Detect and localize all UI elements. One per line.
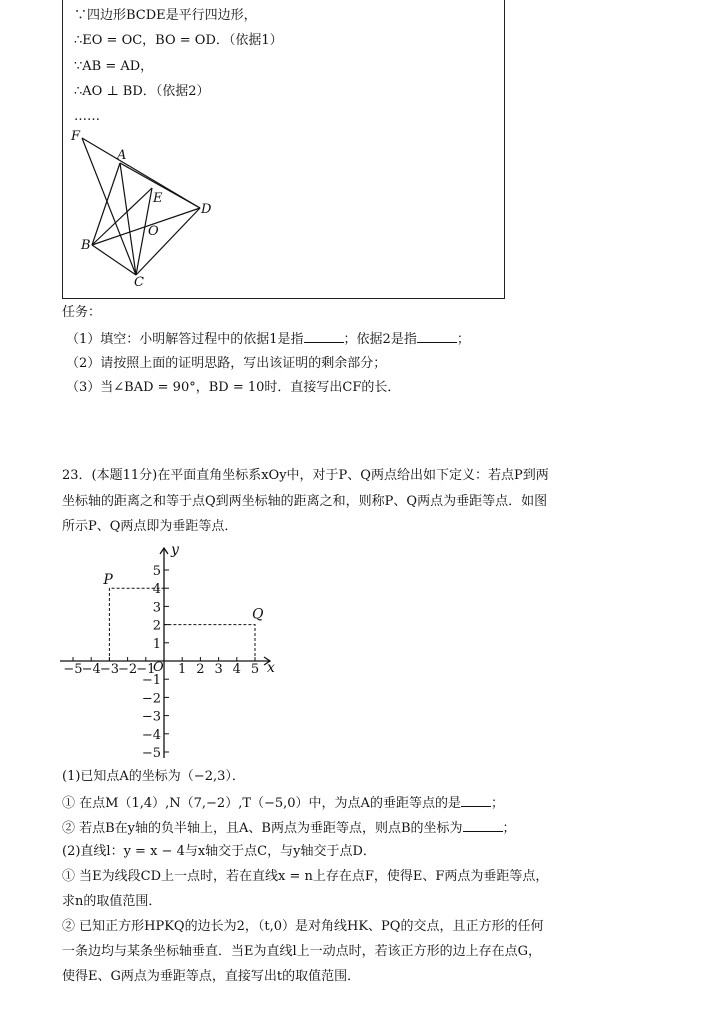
- x-tick-label: 4: [232, 662, 241, 677]
- x-tick-label: −3: [99, 662, 119, 677]
- y-tick-label: −3: [141, 709, 161, 725]
- part-1-intro: (1)已知点A的坐标为（−2,3）．: [62, 769, 245, 784]
- x-tick-label: 5: [250, 662, 260, 677]
- q1-blank-2[interactable]: [417, 331, 457, 343]
- proof-line-1: ∵四边形BCDE是平行四边形，: [74, 8, 257, 23]
- part-1-q1: [62, 795, 504, 810]
- task-heading: 任务：: [62, 305, 102, 320]
- part-1-q2-end: ；: [502, 821, 516, 836]
- part-1-q1-end: ；: [490, 796, 504, 811]
- y-tick-label: 2: [152, 618, 161, 634]
- x-tick-label: 1: [178, 662, 187, 677]
- label-A: A: [117, 148, 127, 163]
- y-tick-label: −2: [141, 691, 161, 707]
- part-1-q1-text: ① 在点M（1,4）,N（7,−2）,T（−5,0）中，为点A的垂距等点的是: [62, 796, 461, 811]
- x-tick-label: −1: [136, 662, 156, 677]
- seg-B-D: [92, 208, 200, 245]
- part-2-q1-line-2: 求n的取值范围．: [62, 894, 162, 909]
- x-tick-label: −2: [118, 662, 138, 677]
- y-tick-label: −5: [141, 746, 161, 761]
- part-2-q1-line-1: ① 当E为线段CD上一点时，若在直线x = n上存在点F，使得E、F两点为垂距等点，: [62, 869, 549, 884]
- q1-text-a: （1）填空：小明解答过程中的依据1是指: [66, 332, 304, 347]
- proof-line-2: ∴EO = OC，BO = OD．（依据1）: [74, 33, 283, 48]
- y-tick-label: −4: [141, 727, 161, 743]
- origin-label: O: [153, 660, 164, 675]
- y-tick-label: 5: [152, 564, 161, 579]
- label-E: E: [153, 191, 163, 206]
- point-P-label: P: [103, 572, 113, 589]
- part-2-q2-line-2: 一条边均与某条坐标轴垂直．当E为直线l上一动点时，若该正方形的边上存在点G，: [62, 944, 542, 959]
- x-axis-label: x: [267, 660, 275, 676]
- problem-23-line-1: 23．(本题11分)在平面直角坐标系xOy中，对于P、Q两点给出如下定义：若点P到两: [62, 468, 549, 483]
- y-tick-label: 4: [152, 582, 161, 598]
- label-F: F: [71, 129, 81, 144]
- part-2-q2-line-1: ② 已知正方形HPKQ的边长为2，（t,0）是对角线HK、PQ的交点，且正方形的任何: [62, 919, 544, 934]
- x-tick-label: 3: [214, 662, 223, 677]
- coordinate-graph: [55, 540, 285, 765]
- part-2-intro: (2)直线l：y = x − 4与x轴交于点C，与y轴交于点D．: [62, 844, 376, 859]
- label-B: B: [81, 238, 91, 253]
- label-C: C: [134, 275, 144, 290]
- problem-23-line-3: 所示P、Q两点即为垂距等点．: [62, 519, 238, 534]
- seg-B-C: [92, 245, 136, 275]
- part-1-q2: [62, 820, 516, 835]
- part-1-q2-text: ② 若点B在y轴的负半轴上，且A、B两点为垂距等点，则点B的坐标为: [62, 821, 463, 836]
- proof-line-3: ∵AB = AD，: [74, 59, 154, 74]
- seg-C-D: [136, 208, 200, 275]
- geometry-figure: [62, 125, 222, 290]
- part-1-q2-blank[interactable]: [463, 820, 503, 832]
- label-D: D: [201, 202, 212, 217]
- proof-line-4: ∴AO ⊥ BD．（依据2）: [74, 84, 210, 99]
- y-tick-label: 3: [152, 600, 161, 616]
- y-tick-label: −1: [141, 673, 161, 689]
- y-axis-label: y: [171, 542, 179, 558]
- task-q3: （3）当∠BAD = 90°，BD = 10时．直接写出CF的长．: [66, 380, 401, 395]
- task-q1: [66, 331, 470, 346]
- point-Q-guides: [164, 625, 255, 661]
- x-tick-label: −5: [63, 662, 83, 677]
- seg-A-C: [120, 163, 136, 275]
- label-O: O: [148, 224, 159, 239]
- y-tick-label: 1: [152, 636, 161, 652]
- q1-text-c: ；: [456, 332, 470, 347]
- x-tick-label: 2: [196, 662, 205, 677]
- problem-23-line-2: 坐标轴的距离之和等于点Q到两坐标轴的距离之和，则称P、Q两点为垂距等点．如图: [62, 494, 548, 509]
- q1-text-b: ；依据2是指: [343, 332, 417, 347]
- q1-blank-1[interactable]: [304, 331, 344, 343]
- point-Q-label: Q: [252, 606, 264, 623]
- part-2-q2-line-3: 使得E、G两点为垂距等点，直接写出t的取值范围．: [62, 969, 361, 984]
- seg-F-C: [82, 138, 136, 275]
- proof-line-5: ……: [74, 109, 100, 124]
- x-tick-label: −4: [81, 662, 101, 677]
- task-q2: （2）请按照上面的证明思路，写出该证明的剩余部分；: [66, 356, 387, 371]
- part-1-q1-blank[interactable]: [461, 795, 491, 807]
